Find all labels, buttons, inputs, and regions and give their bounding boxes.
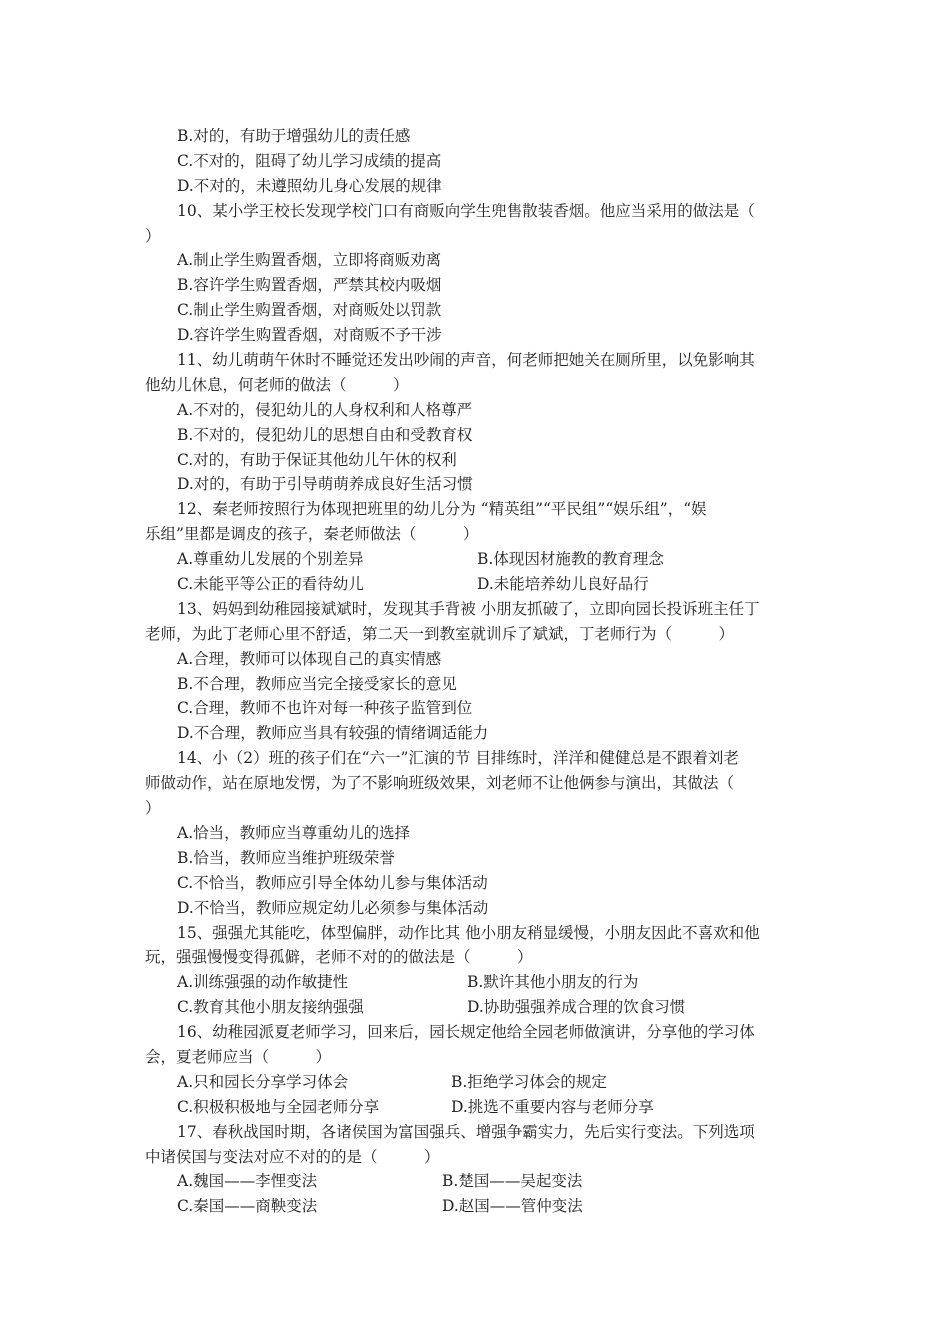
option-line: B.不对的，侵犯幼儿的思想自由和受教育权	[177, 425, 473, 444]
option-pair-line	[145, 1169, 809, 1194]
question-continuation-line: 玩，强强慢慢变得孤僻，老师不对的的做法是（ ）	[145, 948, 533, 967]
question-line: 13、妈妈到幼稚园接斌斌时，发现其手背被 小朋友抓破了，立即向园长投诉班主任丁	[177, 599, 760, 618]
option-line: D.不对的，未遵照幼儿身心发展的规律	[177, 176, 442, 195]
option-text: C.教育其他小朋友接纳强强	[177, 998, 364, 1017]
option-text: C.积极积极地与全园老师分享	[177, 1097, 380, 1116]
option-line: D.对的，有助于引导萌萌养成良好生活习惯	[177, 475, 473, 494]
option-text: A.训练强强的动作敏捷性	[177, 973, 349, 992]
question-continuation-line: 师做动作，站在原地发愣，为了不影响班级效果，刘老师不让他俩参与演出，其做法（	[145, 774, 735, 793]
option-line: A.合理，教师可以体现自己的真实情感	[177, 649, 442, 668]
option-line: A.制止学生购置香烟，立即将商贩劝离	[177, 251, 442, 270]
option-line: D.不合理，教师应当具有较强的情绪调适能力	[177, 724, 489, 743]
option-pair-line	[145, 1194, 809, 1219]
question-continuation-line: 老师，为此丁老师心里不舒适，第二天一到教室就训斥了斌斌，丁老师行为（ ）	[145, 624, 735, 643]
question-line: 11、幼儿萌萌午休时不睡觉还发出吵闹的声音，何老师把她关在厕所里，以免影响其	[177, 351, 755, 370]
option-line: C.对的，有助于保证其他幼儿午休的权利	[177, 450, 457, 469]
question-line: 17、春秋战国时期，各诸侯国为富国强兵、增强争霸实力，先后实行变法。下列选项	[177, 1122, 755, 1141]
question-line: 15、强强尤其能吃，体型偏胖，动作比其 他小朋友稍显缓慢，小朋友因此不喜欢和他	[177, 923, 760, 942]
option-pair-line	[145, 995, 809, 1020]
option-line: B.恰当，教师应当维护班级荣誉	[177, 848, 395, 867]
option-line: D.不恰当，教师应规定幼儿必须参与集体活动	[177, 898, 489, 917]
option-text: D.赵国——管仲变法	[442, 1197, 583, 1216]
question-continuation-line: ）	[145, 226, 161, 245]
option-text: A.只和园长分享学习体会	[177, 1072, 349, 1091]
question-line: 14、小（2）班的孩子们在“六一”汇演的节 目排练时，洋洋和健健总是不跟着刘老	[177, 749, 739, 768]
question-line: 16、幼稚园派夏老师学习，回来后，园长规定他给全园老师做演讲，分享他的学习体	[177, 1023, 755, 1042]
option-text: D.挑选不重要内容与老师分享	[451, 1097, 654, 1116]
option-text: C.未能平等公正的看待幼儿	[177, 575, 364, 594]
question-line: 10、某小学王校长发现学校门口有商贩向学生兜售散装香烟。他应当采用的做法是（	[177, 201, 755, 220]
option-pair-line	[145, 1095, 809, 1120]
option-line: A.不对的，侵犯幼儿的人身权利和人格尊严	[177, 400, 473, 419]
option-line: B.容许学生购置香烟，严禁其校内吸烟	[177, 276, 442, 295]
option-pair-line	[145, 547, 809, 572]
question-continuation-line: 他幼儿休息，何老师的做法（ ）	[145, 375, 409, 394]
option-line: B.对的，有助于增强幼儿的责任感	[177, 127, 411, 145]
option-line: C.合理，教师不也许对每一种孩子监管到位	[177, 699, 473, 718]
option-text: A.尊重幼儿发展的个别差异	[177, 550, 364, 569]
question-continuation-line: 中诸侯国与变法对应不对的的是（ ）	[145, 1147, 440, 1166]
option-text: B.楚国——吴起变法	[442, 1172, 583, 1191]
question-continuation-line: 会，夏老师应当（ ）	[145, 1047, 332, 1066]
question-continuation-line: ）	[145, 799, 161, 818]
option-line: B.不合理，教师应当完全接受家长的意见	[177, 674, 457, 693]
option-text: B.默许其他小朋友的行为	[467, 973, 639, 992]
option-line: D.容许学生购置香烟，对商贩不予干涉	[177, 326, 442, 345]
option-line: A.恰当，教师应当尊重幼儿的选择	[177, 823, 411, 842]
option-text: B.体现因材施教的教育理念	[477, 550, 664, 569]
option-text: A.魏国——李悝变法	[177, 1172, 318, 1191]
option-line: C.制止学生购置香烟，对商贩处以罚款	[177, 301, 442, 320]
option-pair-line	[145, 1070, 809, 1095]
option-pair-line	[145, 572, 809, 597]
question-line: 12、秦老师按照行为体现把班里的幼儿分为 “精英组”“平民组”“娱乐组”，“娱	[177, 500, 707, 519]
question-continuation-line: 乐组”里都是调皮的孩子，秦老师做法（ ）	[145, 525, 479, 544]
document-body	[145, 124, 809, 1219]
option-text: B.拒绝学习体会的规定	[451, 1072, 607, 1091]
option-text: C.秦国——商鞅变法	[177, 1197, 318, 1216]
option-pair-line	[145, 970, 809, 995]
option-line: C.不对的，阻碍了幼儿学习成绩的提高	[177, 151, 442, 170]
option-line: C.不恰当，教师应引导全体幼儿参与集体活动	[177, 873, 488, 892]
option-text: D.协助强强养成合理的饮食习惯	[467, 998, 686, 1017]
option-text: D.未能培养幼儿良好品行	[477, 575, 649, 594]
